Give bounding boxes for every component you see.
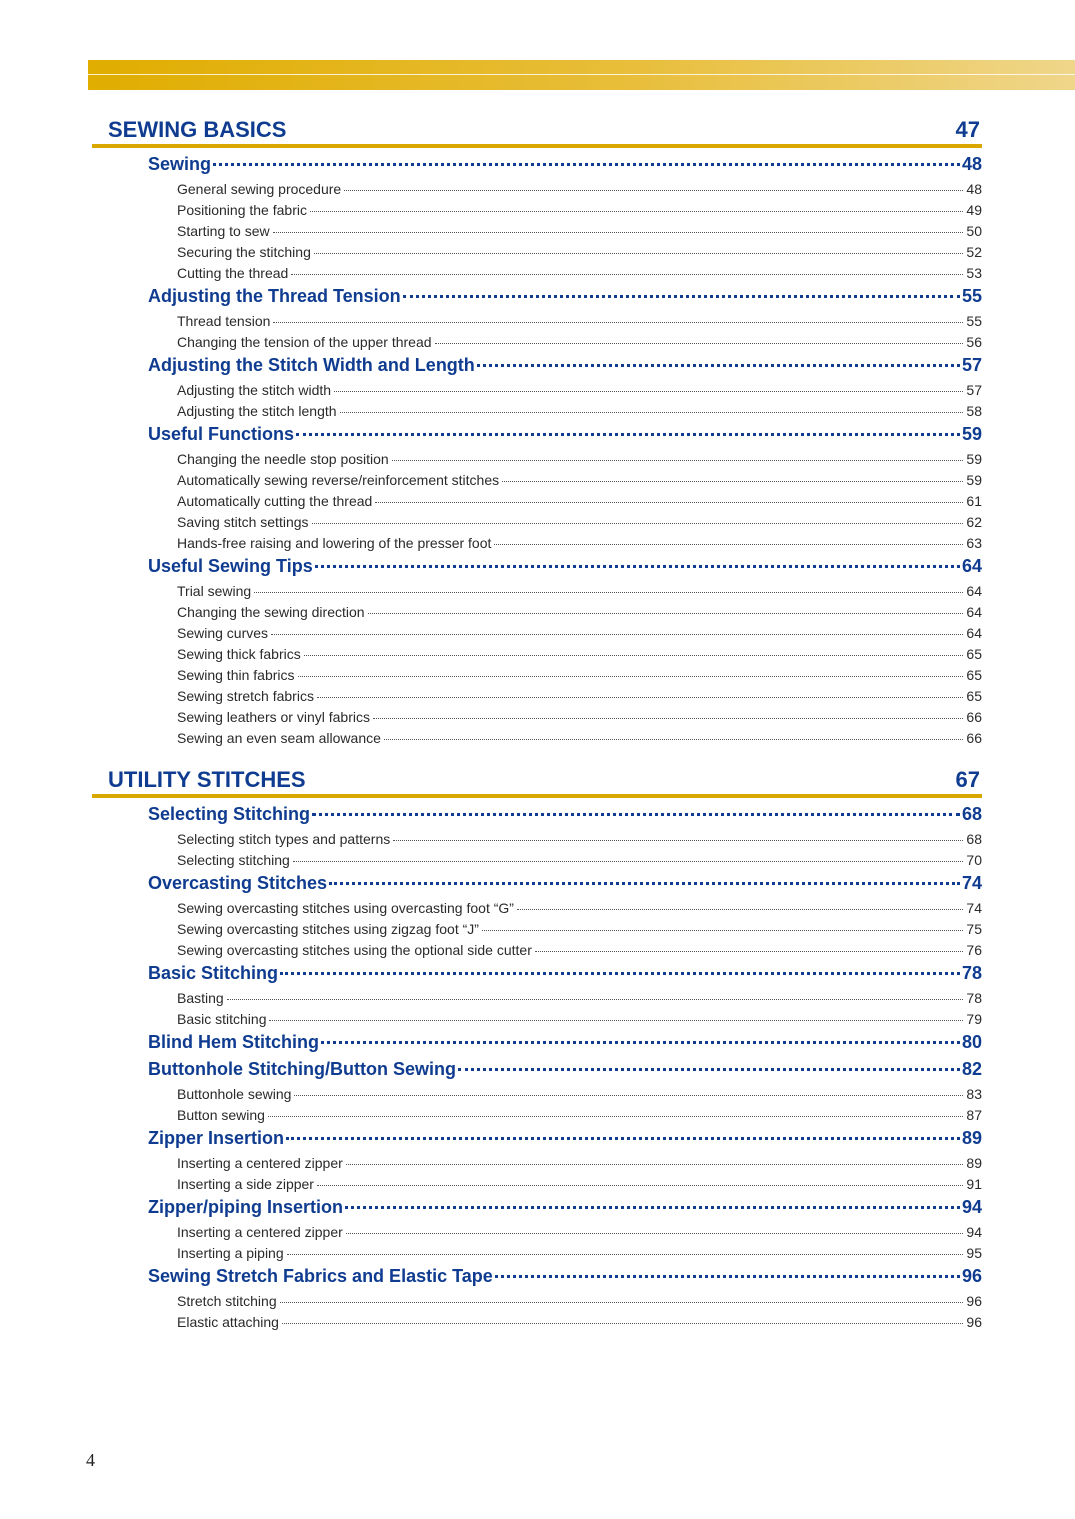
dot-leader bbox=[495, 1275, 960, 1278]
toc-subentry-title: Sewing curves bbox=[177, 625, 269, 641]
dot-leader bbox=[304, 655, 964, 656]
toc-subentry[interactable] bbox=[177, 1086, 982, 1107]
dot-leader bbox=[384, 739, 964, 740]
toc-subentry[interactable] bbox=[177, 604, 982, 625]
toc-chapter-entry[interactable] bbox=[148, 963, 982, 990]
dot-leader bbox=[368, 613, 964, 614]
toc-subentries bbox=[92, 583, 982, 751]
toc-chapter bbox=[92, 1128, 982, 1197]
toc-subentry-title: Sewing overcasting stitches using overcasting foot “G” bbox=[177, 900, 514, 916]
toc-subentry-page: 49 bbox=[966, 202, 982, 218]
dot-leader bbox=[298, 676, 964, 677]
toc-chapter-entry-title: Adjusting the Thread Tension bbox=[148, 286, 401, 306]
toc-section-utility-stitches bbox=[92, 762, 982, 1335]
toc-subentry-title: Inserting a centered zipper bbox=[177, 1224, 343, 1240]
toc-subentry-page: 95 bbox=[966, 1245, 982, 1261]
dot-leader bbox=[310, 211, 963, 212]
toc-subentry-title: Sewing thin fabrics bbox=[177, 667, 295, 683]
toc-subentry-page: 89 bbox=[966, 1155, 982, 1171]
toc-subentry-title: Selecting stitch types and patterns bbox=[177, 831, 391, 847]
toc-subentry[interactable] bbox=[177, 583, 982, 604]
page-number: 4 bbox=[86, 1450, 95, 1470]
dot-leader bbox=[271, 634, 963, 635]
toc-subentries bbox=[92, 900, 982, 963]
toc-chapter bbox=[92, 154, 982, 286]
toc-subentry-title: Stretch stitching bbox=[177, 1293, 277, 1309]
dot-leader bbox=[458, 1068, 960, 1071]
toc-subentries bbox=[92, 1293, 982, 1335]
dot-leader bbox=[213, 163, 960, 166]
dot-leader bbox=[494, 544, 963, 545]
toc-chapter-entry[interactable] bbox=[148, 1266, 982, 1293]
toc-subentry-title: Automatically cutting the thread bbox=[177, 493, 373, 509]
toc-subentry-page: 70 bbox=[966, 852, 982, 868]
section-page: 67 bbox=[955, 767, 980, 792]
toc-subentry-title: Basic stitching bbox=[177, 1011, 267, 1027]
toc-subentry-page: 56 bbox=[966, 334, 982, 350]
dot-leader bbox=[296, 433, 960, 436]
dot-leader bbox=[392, 460, 964, 461]
toc-subentry-page: 91 bbox=[966, 1176, 982, 1192]
dot-leader bbox=[346, 1164, 964, 1165]
toc-subentry[interactable] bbox=[177, 1224, 982, 1245]
toc-subentry-page: 59 bbox=[966, 472, 982, 488]
toc-subentry[interactable] bbox=[177, 942, 982, 963]
toc-subentry[interactable] bbox=[177, 730, 982, 751]
toc-chapter-entry-title: Overcasting Stitches bbox=[148, 873, 328, 893]
dot-leader bbox=[273, 232, 964, 233]
toc-subentry-page: 63 bbox=[966, 535, 982, 551]
dot-leader bbox=[314, 253, 964, 254]
dot-leader bbox=[280, 972, 960, 975]
toc-subentry[interactable] bbox=[177, 244, 982, 265]
toc-subentries bbox=[92, 1224, 982, 1266]
toc-subentry-title: Sewing leathers or vinyl fabrics bbox=[177, 709, 370, 725]
toc-subentry-title: Automatically sewing reverse/reinforcement stitches bbox=[177, 472, 500, 488]
toc-subentry-page: 59 bbox=[966, 451, 982, 467]
toc-chapter-entry-title: Zipper/piping Insertion bbox=[148, 1197, 343, 1217]
toc-subentry[interactable] bbox=[177, 1011, 982, 1032]
toc-subentry-title: Adjusting the stitch width bbox=[177, 382, 332, 398]
dot-leader bbox=[340, 412, 964, 413]
toc-subentry-page: 74 bbox=[966, 900, 982, 916]
toc-subentry[interactable] bbox=[177, 334, 982, 355]
toc-subentry-page: 52 bbox=[966, 244, 982, 260]
toc-chapter bbox=[92, 1266, 982, 1335]
toc-subentry[interactable] bbox=[177, 1107, 982, 1128]
dot-leader bbox=[254, 592, 963, 593]
toc-subentry-title: Cutting the thread bbox=[177, 265, 289, 281]
toc-chapter-entry-page: 64 bbox=[961, 556, 982, 576]
toc-chapter-entry-title: Useful Functions bbox=[148, 424, 295, 444]
dot-leader bbox=[293, 861, 964, 862]
toc-chapter-entry[interactable] bbox=[148, 1059, 982, 1086]
section-heading bbox=[92, 762, 982, 798]
dot-leader bbox=[291, 274, 963, 275]
toc-chapter-entry[interactable] bbox=[148, 556, 982, 583]
toc-chapter-entry-title: Zipper Insertion bbox=[148, 1128, 285, 1148]
dot-leader bbox=[535, 951, 964, 952]
toc-chapter-entry-title: Selecting Stitching bbox=[148, 804, 311, 824]
toc-subentry[interactable] bbox=[177, 1245, 982, 1266]
toc-subentry-title: Hands-free raising and lowering of the presser foot bbox=[177, 535, 492, 551]
dot-leader bbox=[317, 1185, 963, 1186]
toc-subentry-title: Starting to sew bbox=[177, 223, 270, 239]
toc-chapter-entry[interactable] bbox=[148, 424, 982, 451]
toc-chapter-entry-page: 74 bbox=[961, 873, 982, 893]
toc-subentry-title: Thread tension bbox=[177, 313, 271, 329]
toc-subentry-page: 75 bbox=[966, 921, 982, 937]
toc-chapter-entry[interactable] bbox=[148, 286, 982, 313]
toc-subentry[interactable] bbox=[177, 514, 982, 535]
toc-subentry-title: Button sewing bbox=[177, 1107, 265, 1123]
toc-subentry-title: Changing the tension of the upper thread bbox=[177, 334, 432, 350]
toc-subentry-title: Changing the needle stop position bbox=[177, 451, 389, 467]
toc-subentry[interactable] bbox=[177, 900, 982, 921]
dot-leader bbox=[287, 1254, 964, 1255]
toc-subentries bbox=[92, 1086, 982, 1128]
toc-subentry[interactable] bbox=[177, 625, 982, 646]
toc-subentry-title: Positioning the fabric bbox=[177, 202, 307, 218]
dot-leader bbox=[268, 1116, 963, 1117]
toc-subentry-title: Inserting a side zipper bbox=[177, 1176, 314, 1192]
toc-subentry[interactable] bbox=[177, 472, 982, 493]
toc-chapter bbox=[92, 1197, 982, 1266]
toc-chapter-entry[interactable] bbox=[148, 1197, 982, 1224]
toc-subentry-title: Inserting a piping bbox=[177, 1245, 284, 1261]
toc-subentry[interactable] bbox=[177, 667, 982, 688]
toc-chapter-entry-title: Blind Hem Stitching bbox=[148, 1032, 319, 1052]
dot-leader bbox=[334, 391, 963, 392]
toc-subentry-title: Buttonhole sewing bbox=[177, 1086, 292, 1102]
toc-list bbox=[92, 804, 982, 1335]
toc-subentry[interactable] bbox=[177, 535, 982, 556]
toc-chapter-entry-page: 82 bbox=[961, 1059, 982, 1079]
toc-chapter bbox=[92, 804, 982, 873]
toc-subentry-page: 64 bbox=[966, 625, 982, 641]
dot-leader bbox=[280, 1302, 964, 1303]
section-heading bbox=[92, 112, 982, 148]
toc-chapter bbox=[92, 556, 982, 751]
dot-leader bbox=[346, 1233, 964, 1234]
toc-chapter-entry-page: 96 bbox=[961, 1266, 982, 1286]
toc-subentry[interactable] bbox=[177, 990, 982, 1011]
toc-subentry[interactable] bbox=[177, 181, 982, 202]
toc-subentry-title: Sewing thick fabrics bbox=[177, 646, 301, 662]
toc-subentry-page: 96 bbox=[966, 1293, 982, 1309]
toc-chapter-entry-page: 94 bbox=[961, 1197, 982, 1217]
toc-chapter-entry-page: 89 bbox=[961, 1128, 982, 1148]
toc-subentries bbox=[92, 313, 982, 355]
dot-leader bbox=[403, 295, 960, 298]
dot-leader bbox=[312, 523, 964, 524]
toc-subentry[interactable] bbox=[177, 265, 982, 286]
dot-leader bbox=[375, 502, 963, 503]
toc-subentry[interactable] bbox=[177, 852, 982, 873]
toc-subentry-page: 64 bbox=[966, 583, 982, 599]
toc-subentry[interactable] bbox=[177, 831, 982, 852]
toc-subentries bbox=[92, 451, 982, 556]
toc-chapter-entry-page: 80 bbox=[961, 1032, 982, 1052]
toc-chapter bbox=[92, 286, 982, 355]
toc-subentry-title: Inserting a centered zipper bbox=[177, 1155, 343, 1171]
toc-chapter-entry-page: 57 bbox=[961, 355, 982, 375]
toc-subentry-title: Sewing overcasting stitches using the optional side cutter bbox=[177, 942, 532, 958]
toc-subentry-title: Selecting stitching bbox=[177, 852, 290, 868]
toc-chapter-entry-title: Buttonhole Stitching/Button Sewing bbox=[148, 1059, 456, 1079]
toc-chapter-entry[interactable] bbox=[148, 355, 982, 382]
toc-chapter-entry-title: Sewing bbox=[148, 154, 212, 174]
dot-leader bbox=[502, 481, 963, 482]
toc-subentry-title: Sewing an even seam allowance bbox=[177, 730, 381, 746]
dot-leader bbox=[273, 322, 963, 323]
toc-subentry-page: 65 bbox=[966, 688, 982, 704]
toc-subentry[interactable] bbox=[177, 1314, 982, 1335]
toc-subentry-title: Trial sewing bbox=[177, 583, 252, 599]
toc-chapter-entry[interactable] bbox=[148, 154, 982, 181]
section-page: 47 bbox=[955, 117, 980, 142]
toc-subentry-page: 83 bbox=[966, 1086, 982, 1102]
toc-subentry-title: Adjusting the stitch length bbox=[177, 403, 337, 419]
toc-chapter bbox=[92, 1032, 982, 1059]
toc-subentry-page: 55 bbox=[966, 313, 982, 329]
toc-subentry[interactable] bbox=[177, 921, 982, 942]
toc-subentry-page: 66 bbox=[966, 730, 982, 746]
toc-subentry-page: 96 bbox=[966, 1314, 982, 1330]
toc-subentry-title: Saving stitch settings bbox=[177, 514, 309, 530]
toc-chapter-entry[interactable] bbox=[148, 1032, 982, 1059]
toc-subentries bbox=[92, 990, 982, 1032]
toc-subentries bbox=[92, 181, 982, 286]
toc-subentry[interactable] bbox=[177, 202, 982, 223]
dot-leader bbox=[321, 1041, 960, 1044]
toc-subentries bbox=[92, 1155, 982, 1197]
toc-subentry-page: 78 bbox=[966, 990, 982, 1006]
dot-leader bbox=[227, 999, 964, 1000]
dot-leader bbox=[282, 1323, 963, 1324]
toc-chapter bbox=[92, 1059, 982, 1128]
toc-subentry-page: 48 bbox=[966, 181, 982, 197]
dot-leader bbox=[317, 697, 963, 698]
toc-subentry-title: Changing the sewing direction bbox=[177, 604, 365, 620]
toc-subentry[interactable] bbox=[177, 688, 982, 709]
dot-leader bbox=[482, 930, 963, 931]
toc-chapter-entry[interactable] bbox=[148, 804, 982, 831]
toc-chapter-entry-page: 59 bbox=[961, 424, 982, 444]
toc-subentry-page: 94 bbox=[966, 1224, 982, 1240]
toc-subentries bbox=[92, 831, 982, 873]
dot-leader bbox=[312, 813, 960, 816]
dot-leader bbox=[294, 1095, 963, 1096]
toc-chapter-entry-title: Useful Sewing Tips bbox=[148, 556, 313, 576]
toc-subentry[interactable] bbox=[177, 646, 982, 667]
dot-leader bbox=[344, 190, 963, 191]
toc-chapter bbox=[92, 963, 982, 1032]
toc-subentry-page: 58 bbox=[966, 403, 982, 419]
section-title: UTILITY STITCHES bbox=[108, 767, 306, 792]
toc-chapter bbox=[92, 873, 982, 963]
toc-subentry-page: 53 bbox=[966, 265, 982, 281]
dot-leader bbox=[393, 840, 963, 841]
toc-chapter-entry-title: Basic Stitching bbox=[148, 963, 279, 983]
toc-chapter-entry[interactable] bbox=[148, 873, 982, 900]
dot-leader bbox=[345, 1206, 960, 1209]
toc-subentries bbox=[92, 382, 982, 424]
toc-chapter-entry[interactable] bbox=[148, 1128, 982, 1155]
toc-chapter-entry-page: 48 bbox=[961, 154, 982, 174]
toc-subentry[interactable] bbox=[177, 403, 982, 424]
toc-subentry-page: 66 bbox=[966, 709, 982, 725]
header-color-band bbox=[88, 60, 1075, 90]
toc-subentry[interactable] bbox=[177, 382, 982, 403]
toc-subentry-page: 50 bbox=[966, 223, 982, 239]
dot-leader bbox=[373, 718, 963, 719]
toc-subentry-page: 87 bbox=[966, 1107, 982, 1123]
toc-subentry-title: Elastic attaching bbox=[177, 1314, 279, 1330]
toc-chapter bbox=[92, 355, 982, 424]
toc-subentry[interactable] bbox=[177, 1293, 982, 1314]
toc-subentry[interactable] bbox=[177, 493, 982, 514]
toc-subentry-page: 65 bbox=[966, 646, 982, 662]
dot-leader bbox=[435, 343, 964, 344]
toc-subentry-page: 65 bbox=[966, 667, 982, 683]
toc-subentry-page: 62 bbox=[966, 514, 982, 530]
toc-subentry-page: 64 bbox=[966, 604, 982, 620]
section-title: SEWING BASICS bbox=[108, 117, 287, 142]
toc-subentry[interactable] bbox=[177, 1155, 982, 1176]
toc-subentry[interactable] bbox=[177, 313, 982, 334]
dot-leader bbox=[315, 565, 960, 568]
toc-list bbox=[92, 154, 982, 751]
dot-leader bbox=[329, 882, 960, 885]
toc-subentry[interactable] bbox=[177, 709, 982, 730]
toc-subentry[interactable] bbox=[177, 451, 982, 472]
toc-chapter-entry-page: 78 bbox=[961, 963, 982, 983]
toc-subentry-page: 68 bbox=[966, 831, 982, 847]
toc-section-sewing-basics bbox=[92, 112, 982, 751]
toc-chapter-entry-title: Sewing Stretch Fabrics and Elastic Tape bbox=[148, 1266, 493, 1286]
toc-subentry-page: 76 bbox=[966, 942, 982, 958]
toc-subentry-title: Sewing overcasting stitches using zigzag foot “J” bbox=[177, 921, 479, 937]
toc-subentry[interactable] bbox=[177, 223, 982, 244]
toc-chapter-entry-title: Adjusting the Stitch Width and Length bbox=[148, 355, 475, 375]
dot-leader bbox=[286, 1137, 960, 1140]
toc-subentry[interactable] bbox=[177, 1176, 982, 1197]
toc-chapter-entry-page: 68 bbox=[961, 804, 982, 824]
toc-subentry-title: Basting bbox=[177, 990, 224, 1006]
dot-leader bbox=[269, 1020, 963, 1021]
toc-chapter bbox=[92, 424, 982, 556]
toc-subentry-title: General sewing procedure bbox=[177, 181, 342, 197]
toc-subentry-page: 57 bbox=[966, 382, 982, 398]
toc-subentry-page: 61 bbox=[966, 493, 982, 509]
dot-leader bbox=[517, 909, 963, 910]
dot-leader bbox=[477, 364, 960, 367]
toc-chapter-entry-page: 55 bbox=[961, 286, 982, 306]
toc-subentry-title: Securing the stitching bbox=[177, 244, 311, 260]
toc-subentry-title: Sewing stretch fabrics bbox=[177, 688, 314, 704]
toc-subentry-page: 79 bbox=[966, 1011, 982, 1027]
